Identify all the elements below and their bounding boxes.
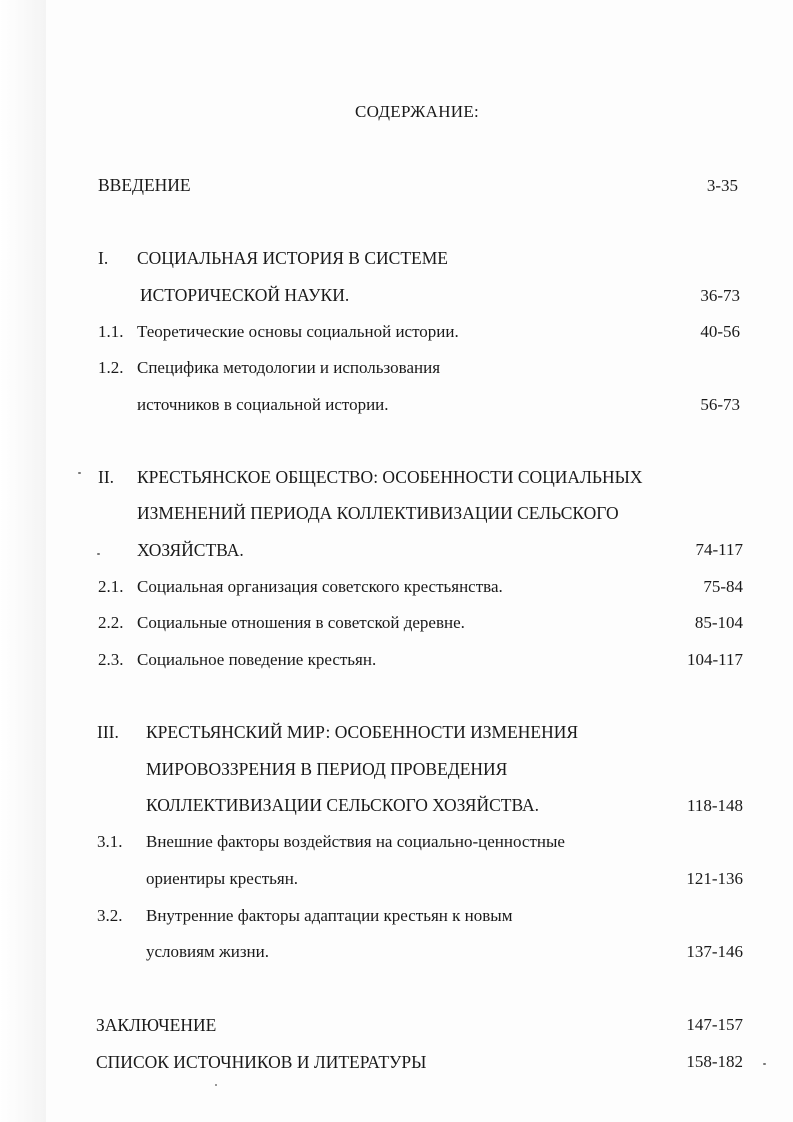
chapter1-title-line2: ИСТОРИЧЕСКОЙ НАУКИ. [140, 285, 350, 305]
chapter2-number: II. [98, 467, 115, 487]
sources-pages: 158-182 [686, 1052, 743, 1071]
scan-edge [0, 0, 46, 1122]
chapter3-title-line3: КОЛЛЕКТИВИЗАЦИИ СЕЛЬСКОГО ХОЗЯЙСТВА. [146, 795, 540, 815]
conclusion-pages: 147-157 [686, 1015, 743, 1034]
section-1-1-pages: 40-56 [700, 322, 740, 341]
chapter3-pages: 118-148 [686, 796, 743, 815]
conclusion-label: ЗАКЛЮЧЕНИЕ [96, 1015, 217, 1035]
scan-speck [97, 553, 100, 555]
scan-speck [763, 1063, 766, 1065]
section-2-2-pages: 85-104 [694, 613, 743, 632]
section-1-2-pages: 56-73 [700, 395, 740, 414]
section-3-2-number: 3.2. [97, 906, 123, 925]
section-2-1-title: Социальная организация советского крестьянства. [137, 577, 503, 596]
toc-title: СОДЕРЖАНИЕ: [355, 102, 480, 121]
section-1-2-number: 1.2. [98, 358, 124, 377]
section-2-3-number: 2.3. [98, 650, 124, 669]
section-1-1-number: 1.1. [98, 322, 124, 341]
chapter2-pages: 74-117 [695, 540, 743, 559]
section-3-2-title-line2: условиям жизни. [146, 942, 269, 961]
section-1-2-title-line2: источников в социальной истории. [137, 395, 389, 414]
section-2-1-number: 2.1. [98, 577, 124, 596]
section-3-1-title-line1: Внешние факторы воздействия на социально-ценностные [146, 832, 565, 851]
section-1-1-title: Теоретические основы социальной истории. [137, 322, 459, 341]
section-2-1-pages: 75-84 [703, 577, 743, 596]
section-3-2-title-line1: Внутренние факторы адаптации крестьян к новым [146, 906, 513, 925]
section-3-1-title-line2: ориентиры крестьян. [146, 869, 299, 888]
intro-pages: 3-35 [706, 176, 738, 195]
chapter2-title-line1: КРЕСТЬЯНСКОЕ ОБЩЕСТВО: ОСОБЕННОСТИ СОЦИАЛЬНЫХ [137, 467, 643, 487]
section-3-1-number: 3.1. [97, 832, 123, 851]
intro-label: ВВЕДЕНИЕ [98, 175, 191, 195]
chapter2-title-line2: ИЗМЕНЕНИЙ ПЕРИОДА КОЛЛЕКТИВИЗАЦИИ СЕЛЬСКОГО [137, 503, 619, 523]
chapter1-pages: 36-73 [700, 286, 740, 305]
section-3-2-pages: 137-146 [686, 942, 743, 961]
section-2-2-title: Социальные отношения в советской деревне. [137, 613, 465, 632]
section-3-1-pages: 121-136 [686, 869, 743, 888]
section-2-3-title: Социальное поведение крестьян. [137, 650, 377, 669]
chapter3-title-line2: МИРОВОЗЗРЕНИЯ В ПЕРИОД ПРОВЕДЕНИЯ [146, 759, 508, 779]
scan-speck [215, 1084, 217, 1086]
chapter2-title-line3: ХОЗЯЙСТВА. [137, 540, 244, 560]
section-2-2-number: 2.2. [98, 613, 124, 632]
chapter1-number: I. [98, 248, 109, 268]
chapter1-title-line1: СОЦИАЛЬНАЯ ИСТОРИЯ В СИСТЕМЕ [137, 248, 448, 268]
chapter3-title-line1: КРЕСТЬЯНСКИЙ МИР: ОСОБЕННОСТИ ИЗМЕНЕНИЯ [146, 722, 579, 742]
sources-label: СПИСОК ИСТОЧНИКОВ И ЛИТЕРАТУРЫ [96, 1052, 427, 1072]
section-2-3-pages: 104-117 [686, 650, 743, 669]
chapter3-number: III. [97, 722, 119, 742]
section-1-2-title-line1: Специфика методологии и использования [137, 358, 441, 377]
scan-speck [78, 472, 81, 474]
